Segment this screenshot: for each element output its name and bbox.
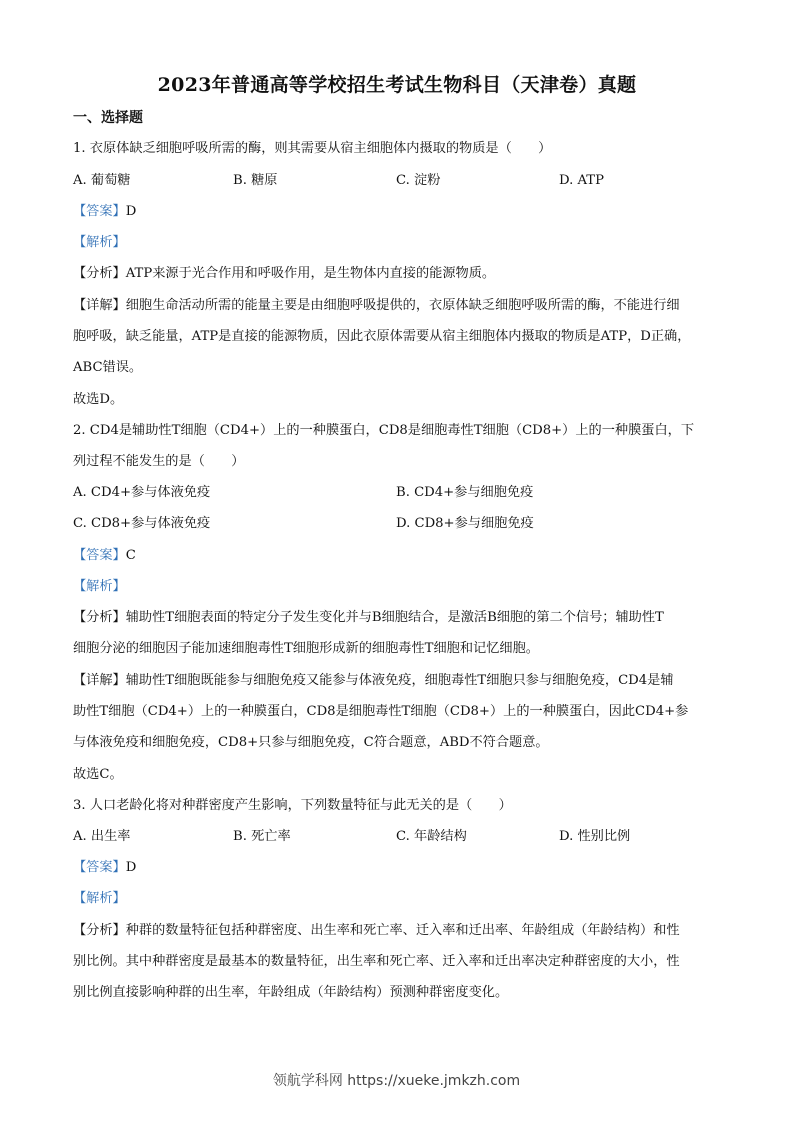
q2-option-c: C. CD8+参与体液免疫 [73,516,211,531]
q3-fenxi [73,921,680,941]
q2-xiangjie [73,671,674,691]
q1-xiangjie-line3: ABC错误。 [73,360,143,375]
answer-tag: 【答案】 [73,860,126,875]
q1-xiangjie-line2: 胞呼吸，缺乏能量，ATP是直接的能源物质，因此衣原体需要从宿主细胞体内摄取的物质是ATP，D正确， [73,329,691,344]
q1-option-d: D. ATP [559,173,604,188]
q1-fenxi [73,264,495,284]
q2-fenxi [73,608,664,628]
xiangjie-text: 细胞生命活动所需的能量主要是由细胞呼吸提供的，衣原体缺乏细胞呼吸所需的酶，不能进行细 [125,298,680,313]
q1-analysis-tag [73,233,126,253]
q3-stem: 3. 人口老龄化将对种群密度产生影响，下列数量特征与此无关的是（ ） [73,798,512,813]
page-title: 2023年普通高等学校招生考试生物科目（天津卷）真题 [157,74,637,96]
q3-option-c: C. 年龄结构 [396,829,467,844]
q3-option-d: D. 性别比例 [559,829,631,844]
fenxi-text: 辅助性T细胞表面的特定分子发生变化并与B细胞结合，是激活B细胞的第二个信号；辅助性T [125,610,664,625]
answer-tag: 【答案】 [73,204,126,219]
q3-option-a: A. 出生率 [73,829,131,844]
answer-value: C [125,548,136,563]
q2-option-b: B. CD4+参与细胞免疫 [396,485,534,500]
q1-option-c: C. 淀粉 [396,173,441,188]
q3-option-b: B. 死亡率 [233,829,291,844]
q1-stem: 1. 衣原体缺乏细胞呼吸所需的酶，则其需要从宿主细胞体内摄取的物质是（ ） [73,141,552,156]
q1-option-a: A. 葡萄糖 [73,173,131,188]
q2-answer [73,546,136,566]
fenxi-tag: 【分析】 [73,923,126,938]
fenxi-text: ATP来源于光合作用和呼吸作用，是生物体内直接的能源物质。 [125,266,496,281]
q2-option-a: A. CD4+参与体液免疫 [73,485,211,500]
answer-value: D [125,860,137,875]
q2-stem-line2: 列过程不能发生的是（ ） [73,454,245,469]
q1-answer [73,202,136,222]
analysis-tag: 【解析】 [73,579,126,594]
q2-analysis-tag [73,577,126,597]
answer-tag: 【答案】 [73,548,126,563]
fenxi-tag: 【分析】 [73,610,126,625]
xiangjie-tag: 【详解】 [73,673,126,688]
q3-fenxi-line2: 别比例。其中种群密度是最基本的数量特征，出生率和死亡率、迁入率和迁出率决定种群密度的大小，性 [73,954,680,969]
answer-value: D [125,204,137,219]
q2-stem: 2. CD4是辅助性T细胞（CD4+）上的一种膜蛋白，CD8是细胞毒性T细胞（CD8+）上的一种膜蛋白，下 [73,423,695,438]
q1-option-b: B. 糖原 [233,173,278,188]
q1-xiangjie [73,296,680,316]
q2-fenxi-line2: 细胞分泌的细胞因子能加速细胞毒性T细胞形成新的细胞毒性T细胞和记忆细胞。 [73,641,539,656]
q3-fenxi-line3: 别比例直接影响种群的出生率，年龄组成（年龄结构）预测种群密度变化。 [73,985,509,1000]
q3-analysis-tag [73,889,126,909]
q2-conclusion: 故选C。 [73,767,123,782]
footer-watermark: 领航学科网 https://xueke.jmkzh.com [272,1073,521,1089]
section-heading: 一、选择题 [73,110,143,126]
q2-option-d: D. CD8+参与细胞免疫 [396,516,534,531]
q2-xiangjie-line3: 与体液免疫和细胞免疫，CD8+只参与细胞免疫，C符合题意，ABD不符合题意。 [73,735,549,750]
q2-xiangjie-line2: 助性T细胞（CD4+）上的一种膜蛋白，CD8是细胞毒性T细胞（CD8+）上的一种膜蛋白，因此CD4+参 [73,704,689,719]
fenxi-text: 种群的数量特征包括种群密度、出生率和死亡率、迁入率和迁出率、年龄组成（年龄结构）和性 [125,923,680,938]
fenxi-tag: 【分析】 [73,266,126,281]
q1-conclusion: 故选D。 [73,392,124,407]
analysis-tag: 【解析】 [73,891,126,906]
xiangjie-text: 辅助性T细胞既能参与细胞免疫又能参与体液免疫，细胞毒性T细胞只参与细胞免疫，CD4是辅 [125,673,674,688]
analysis-tag: 【解析】 [73,235,126,250]
xiangjie-tag: 【详解】 [73,298,126,313]
q3-answer [73,858,136,878]
